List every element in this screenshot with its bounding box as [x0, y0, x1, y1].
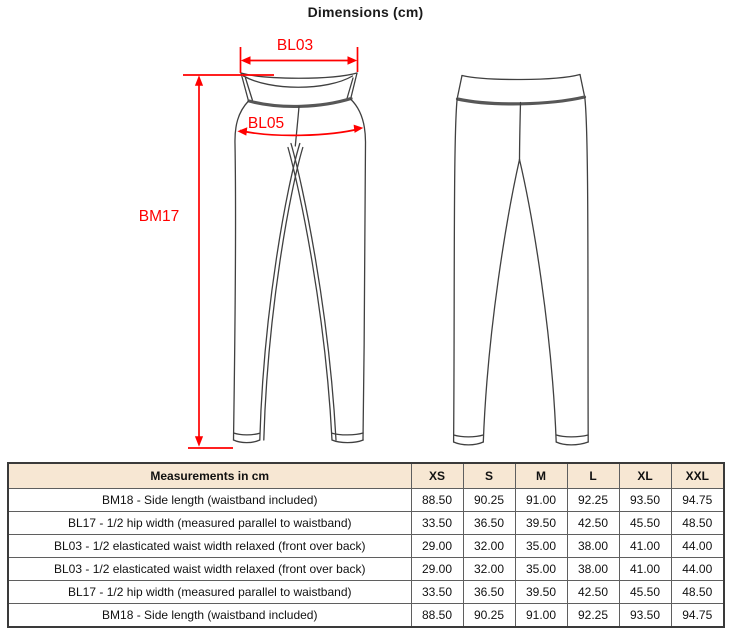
- measurement-value: 36.50: [463, 512, 515, 535]
- measurement-value: 29.00: [411, 535, 463, 558]
- measurement-value: 35.00: [515, 558, 567, 581]
- measurement-value: 38.00: [567, 535, 619, 558]
- measurement-label: BL17 - 1/2 hip width (measured parallel to waistband): [8, 512, 411, 535]
- measurement-value: 32.00: [463, 558, 515, 581]
- measurement-value: 91.00: [515, 489, 567, 512]
- measurement-value: 93.50: [619, 489, 671, 512]
- measurement-value: 33.50: [411, 512, 463, 535]
- measurement-label: BL17 - 1/2 hip width (measured parallel to waistband): [8, 581, 411, 604]
- front-waistband-seam: [249, 99, 351, 107]
- measurement-row: [8, 489, 724, 512]
- table-header-row: [8, 463, 724, 489]
- measurement-value: 92.25: [567, 489, 619, 512]
- measurement-value: 45.50: [619, 512, 671, 535]
- measurement-value: 90.25: [463, 489, 515, 512]
- measurement-value: 92.25: [567, 604, 619, 628]
- measurement-value: 39.50: [515, 581, 567, 604]
- measurement-row: [8, 558, 724, 581]
- measurement-value: 93.50: [619, 604, 671, 628]
- size-header-cell: XS: [411, 463, 463, 489]
- size-header-cell: M: [515, 463, 567, 489]
- measurements-table: [7, 462, 725, 628]
- measurement-label: BL03 - 1/2 elasticated waist width relaxed (front over back): [8, 535, 411, 558]
- measurement-value: 88.50: [411, 604, 463, 628]
- measurement-value: 41.00: [619, 558, 671, 581]
- measurement-label: BM18 - Side length (waistband included): [8, 489, 411, 512]
- measurement-value: 48.50: [671, 581, 724, 604]
- measurement-value: 35.00: [515, 535, 567, 558]
- measurement-value: 36.50: [463, 581, 515, 604]
- side-length-label: BM17: [138, 208, 180, 225]
- measurement-value: 94.75: [671, 604, 724, 628]
- hip-width-label: BL05: [247, 115, 285, 132]
- measurement-value: 33.50: [411, 581, 463, 604]
- dimension-annotations: [139, 37, 364, 448]
- measurement-value: 38.00: [567, 558, 619, 581]
- measurement-value: 32.00: [463, 535, 515, 558]
- measurement-row: [8, 535, 724, 558]
- measurement-value: 39.50: [515, 512, 567, 535]
- measurement-value: 42.50: [567, 581, 619, 604]
- measurement-value: 44.00: [671, 558, 724, 581]
- measurement-value: 41.00: [619, 535, 671, 558]
- measurement-value: 29.00: [411, 558, 463, 581]
- measurement-value: 44.00: [671, 535, 724, 558]
- measurement-value: 91.00: [515, 604, 567, 628]
- measurement-value: 94.75: [671, 489, 724, 512]
- measurement-label: BM18 - Side length (waistband included): [8, 604, 411, 628]
- measurement-row: [8, 512, 724, 535]
- size-header-cell: XXL: [671, 463, 724, 489]
- waist-width-label: BL03: [276, 37, 314, 54]
- measurement-value: 45.50: [619, 581, 671, 604]
- measurement-value: 42.50: [567, 512, 619, 535]
- measurement-value: 90.25: [463, 604, 515, 628]
- page-title: Dimensions (cm): [307, 4, 424, 20]
- leggings-back-view: [454, 75, 589, 445]
- size-header-cell: L: [567, 463, 619, 489]
- measurements-header-cell: Measurements in cm: [8, 463, 411, 489]
- size-header-cell: S: [463, 463, 515, 489]
- measurement-label: BL03 - 1/2 elasticated waist width relaxed (front over back): [8, 558, 411, 581]
- measurement-row: [8, 604, 724, 628]
- measurement-row: [8, 581, 724, 604]
- measurement-value: 48.50: [671, 512, 724, 535]
- measurement-value: 88.50: [411, 489, 463, 512]
- size-header-cell: XL: [619, 463, 671, 489]
